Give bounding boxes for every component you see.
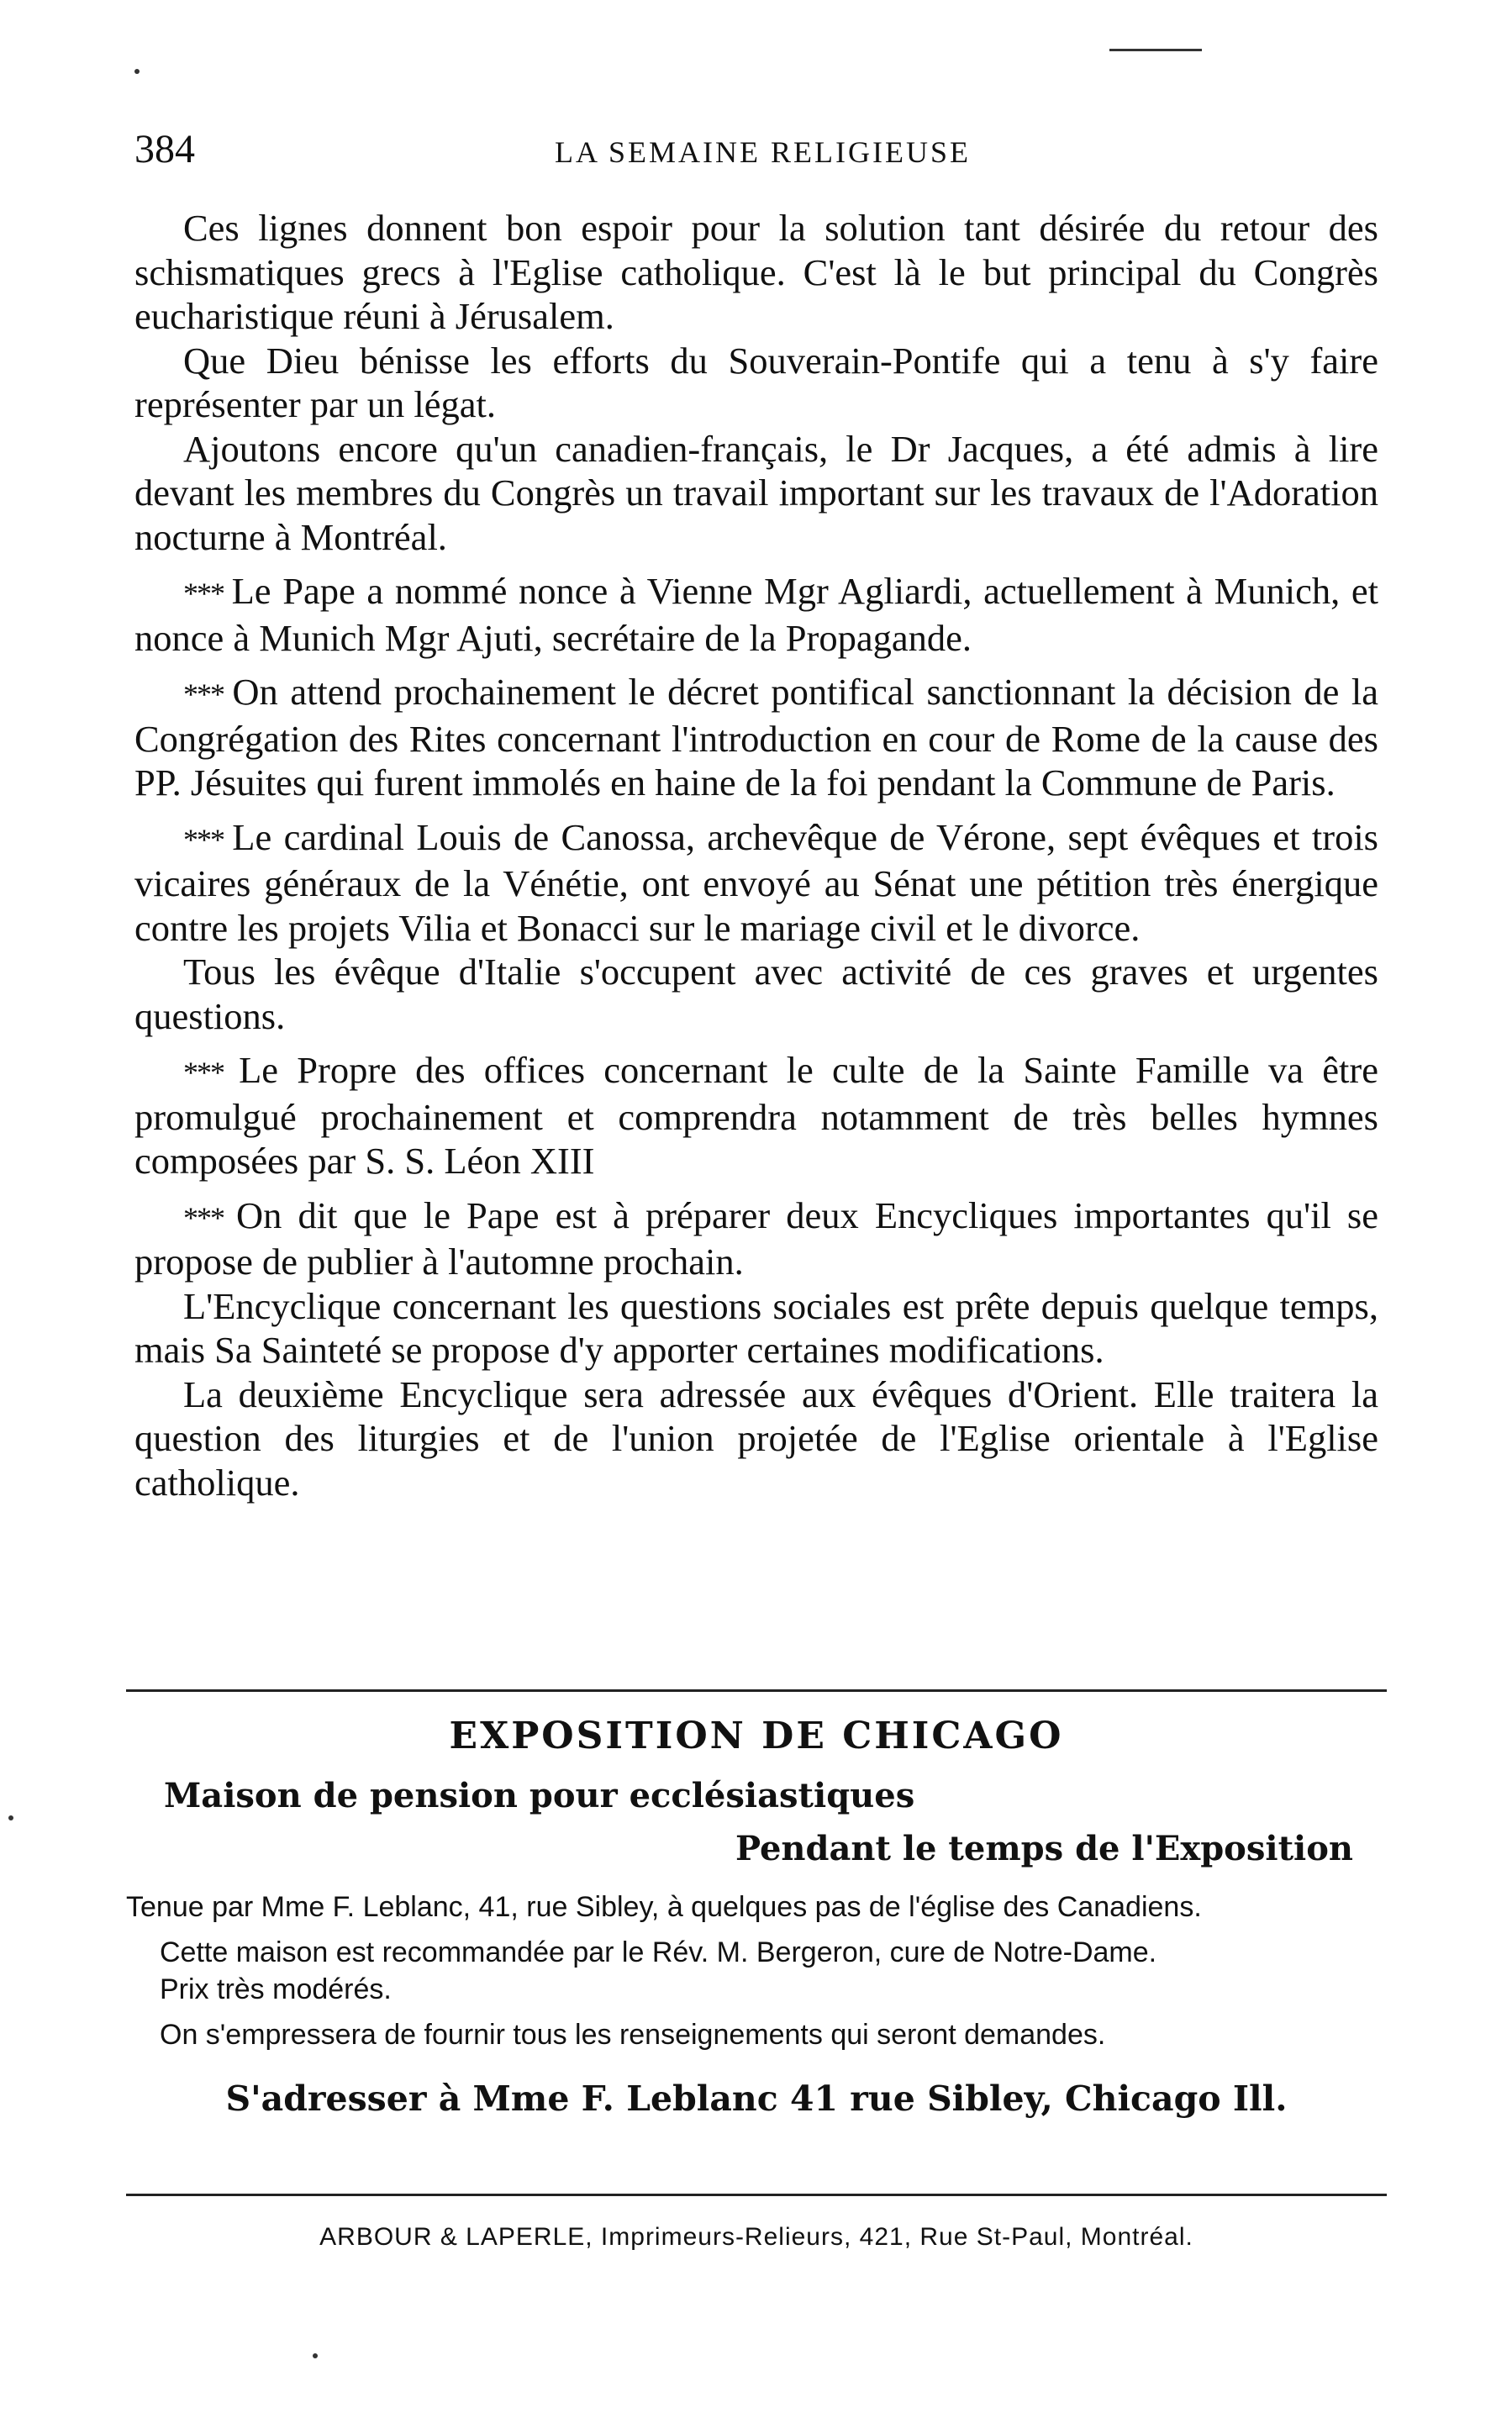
ad-subtitle: Pendant le temps de l'Exposition [735, 1829, 1353, 1868]
paragraph-text: Ces lignes donnent bon espoir pour la solution tant désirée du retour des schismatiques grecs à l'Eglise catholique. C'est là le but principal du Congrès eucharistique réuni à Jérusalem. [134, 207, 1378, 337]
ad-line: Prix très modérés. [160, 1973, 392, 2005]
speck [313, 2353, 318, 2358]
ad-subtitle: Maison de pension pour ecclésiastiques [164, 1776, 915, 1815]
news-item [134, 670, 1378, 805]
page-header [134, 126, 1378, 176]
ad-line: Tenue par Mme F. Leblanc, 41, rue Sibley, à quelques pas de l'église des Canadiens. [126, 1891, 1202, 1923]
paragraph-text: La deuxième Encyclique sera adressée aux évêques d'Orient. Elle traitera la question des liturgies et de l'union projetée de l'Eglise orientale à l'Eglise catholique. [134, 1372, 1378, 1504]
ad-title: EXPOSITION DE CHICAGO [449, 1715, 1064, 1757]
asterism: *** [183, 1200, 236, 1235]
ad-line: Cette maison est recommandée par le Rév. M. Bergeron, cure de Notre-Dame. [160, 1936, 1157, 1968]
asterism: *** [183, 577, 232, 610]
paragraph-text: Le Pape a nommé nonce à Vienne Mgr Agliardi, actuellement à Munich, et nonce à Munich Mgr Ajuti, secrétaire de la Propagande. [134, 570, 1379, 659]
printer-imprint: ARBOUR & LAPERLE, Imprimeurs-Relieurs, 421, Rue St-Paul, Montréal. [319, 2223, 1193, 2251]
asterism: *** [183, 822, 233, 856]
paragraph-text: On dit que le Pape est à préparer deux Encycliques importantes qu'il se propose de publier à l'automne prochain. [134, 1193, 1379, 1283]
ad-contact: S'adresser à Mme F. Leblanc 41 rue Sibley, Chicago Ill. [225, 2078, 1288, 2119]
paragraph-text: L'Encyclique concernant les questions sociales est prête depuis quelque temps, mais Sa Sainteté se propose d'y apporter certaines modifications. [134, 1284, 1378, 1371]
asterism: *** [183, 677, 233, 711]
paragraph-text: Que Dieu bénisse les efforts du Souverain-Pontife qui a tenu à s'y faire représenter par un légat. [134, 339, 1378, 425]
page-number: 384 [134, 127, 195, 171]
news-item [134, 1048, 1378, 1183]
speck [8, 1815, 13, 1820]
divider-top [126, 1689, 1387, 1692]
asterism: *** [183, 1056, 240, 1089]
paragraph [134, 1284, 1378, 1372]
paragraph-text: On attend prochainement le décret pontifical sanctionnant la décision de la Congrégation des Rites concernant l'introduction en cour de Rome de la cause des PP. Jésuites qui furent immolés en haine de la foi pendant la Commune de Paris. [134, 671, 1379, 803]
paragraph-text: Le cardinal Louis de Canossa, archevêque de Vérone, sept évêques et trois vicaires généraux de la Vénétie, ont envoyé au Sénat une pétition très énergique contre les projets Vilia et Bonacci sur le mariage civil et le divorce. [134, 815, 1378, 949]
article-body [134, 206, 1378, 1504]
advertisement [126, 1715, 1387, 2119]
ad-line: On s'empressera de fournir tous les renseignements qui seront demandes. [160, 2019, 1106, 2051]
paragraph [134, 1372, 1378, 1505]
paragraph-text: Le Propre des offices concernant le culte de la Sainte Famille va être promulgué prochainement et comprendra notamment de très belles hymnes composées par S. S. Léon XIII [134, 1049, 1378, 1182]
speck [134, 69, 140, 74]
paragraph [134, 206, 1378, 339]
paragraph-text: Tous les évêque d'Italie s'occupent avec activité de ces graves et urgentes questions. [134, 951, 1378, 1037]
paragraph-text: Ajoutons encore qu'un canadien-français, le Dr Jacques, a été admis à lire devant les membres du Congrès un travail important sur les travaux de l'Adoration nocturne à Montréal. [134, 427, 1378, 558]
paragraph [134, 427, 1378, 560]
paragraph [134, 339, 1378, 427]
print-mark [1109, 49, 1202, 51]
news-item [134, 1193, 1378, 1284]
divider-bottom [126, 2194, 1387, 2196]
running-title: LA SEMAINE RELIGIEUSE [555, 135, 971, 169]
news-item [134, 569, 1378, 660]
news-item [134, 815, 1378, 951]
paragraph [134, 950, 1378, 1038]
